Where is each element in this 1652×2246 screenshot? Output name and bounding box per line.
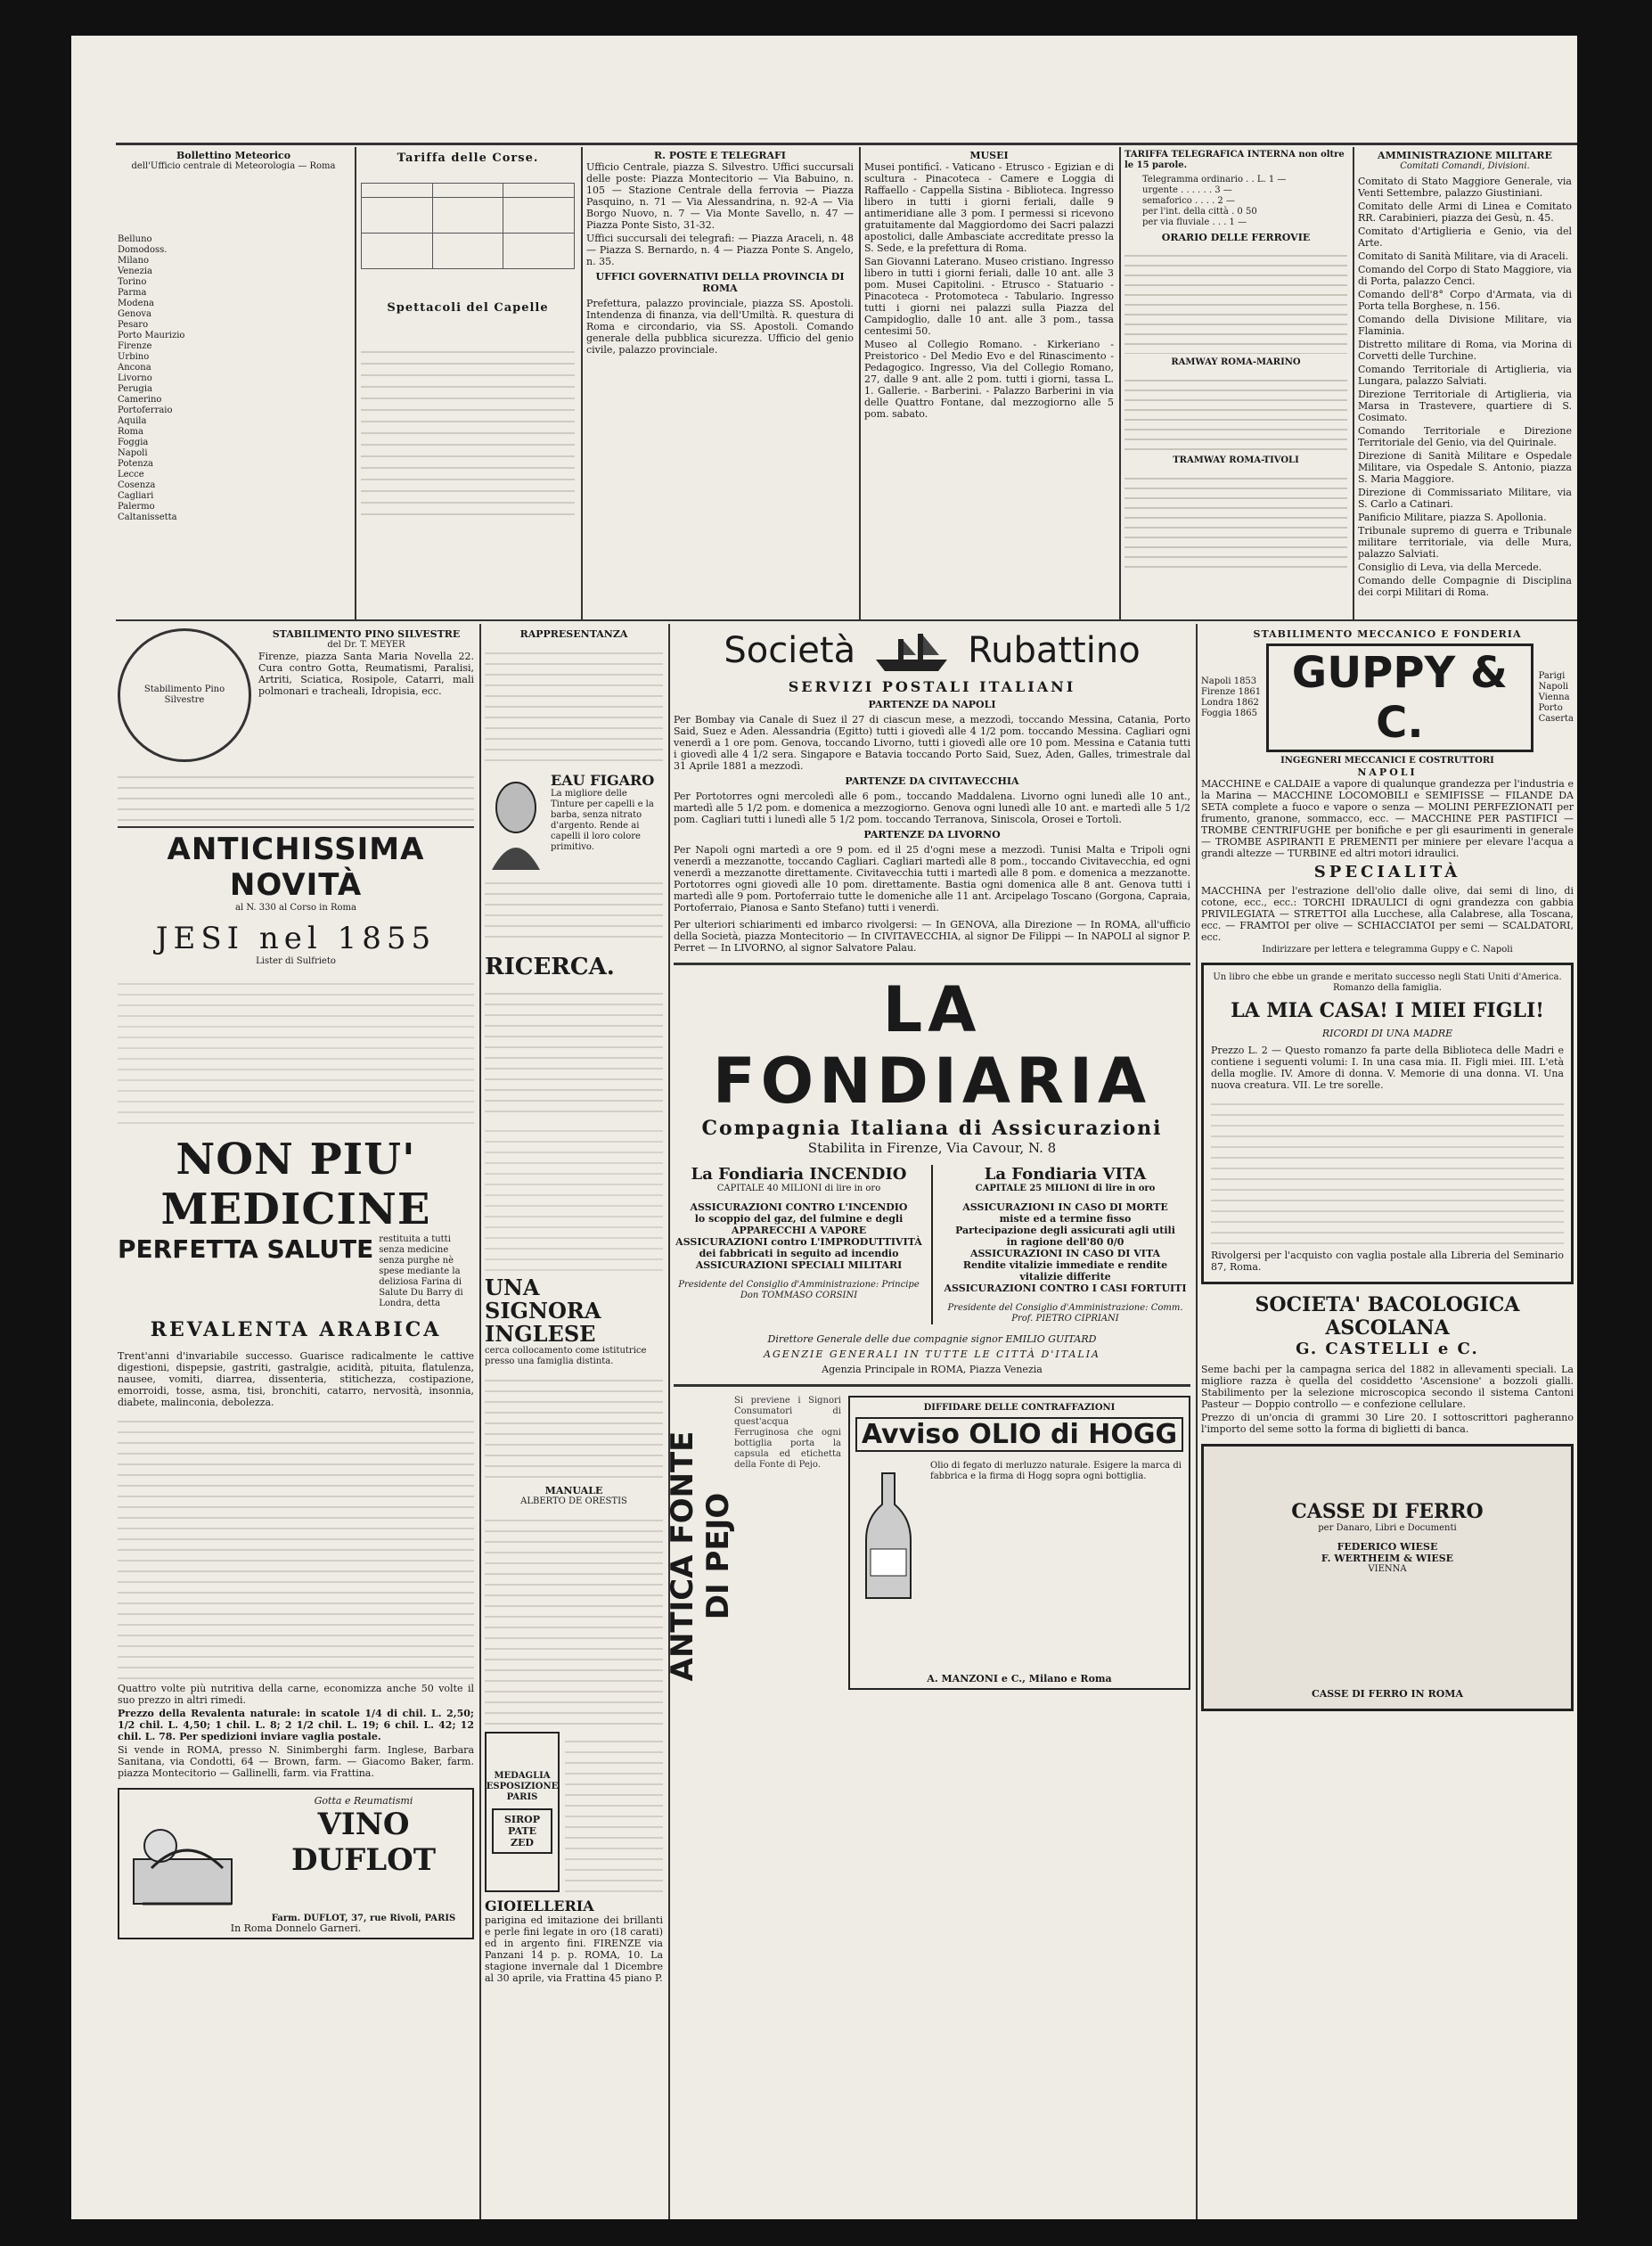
city-name: Roma xyxy=(118,427,143,437)
military-office: Comitato di Sanità Militare, via di Araceli. xyxy=(1358,250,1569,262)
signora-title: UNA SIGNORA INGLESE xyxy=(485,1275,601,1347)
divider xyxy=(1353,147,1354,619)
right-column xyxy=(1201,628,1574,2215)
fondiaria-director: Direttore Generale delle due compagnie signor EMILIO GUITARD xyxy=(767,1333,1097,1345)
bacologica-text-2: Prezzo di un'oncia di grammi 30 Lire 20. I sottoscrittori pagheranno l'importo del seme sotto la forma di biglietti di banca. xyxy=(1201,1412,1574,1435)
tramway-marino-timetable xyxy=(1125,372,1347,452)
bacologica-title: SOCIETA' BACOLOGICA ASCOLANA xyxy=(1255,1293,1520,1340)
incendio-item: dei fabbricati in seguito ad incendio xyxy=(699,1248,899,1259)
guppy-medal: Porto xyxy=(1538,703,1563,713)
military-office: Direzione di Sanità Militare e Ospedale Militare, via Ospedale S. Antonio, piazza S. Maria Maggiore. xyxy=(1358,450,1572,485)
guppy-medal: Foggia 1865 xyxy=(1201,709,1258,718)
vita-item: ASSICURAZIONI IN CASO DI MORTE xyxy=(962,1201,1168,1213)
vita-items xyxy=(940,1201,1190,1294)
city-name: Camerino xyxy=(118,395,162,405)
signora-text: cerca collocamento come istitutrice presso una famiglia distinta. xyxy=(485,1346,647,1366)
railway-title: ORARIO DELLE FERROVIE xyxy=(1161,232,1311,243)
incendio-capital: CAPITALE 40 MILIONI di lire in oro xyxy=(716,1184,881,1193)
telegraph-rate: per via fluviale . . . 1 — xyxy=(1142,217,1247,227)
signora-body xyxy=(485,1371,663,1478)
divider xyxy=(1196,624,1198,2219)
tariff-column xyxy=(361,150,575,613)
divider xyxy=(674,963,1190,965)
city-name: Torino xyxy=(118,277,147,287)
post-text-2: Uffici succursali dei telegrafi: — Piazza Araceli, n. 48 — Piazza S. Bernardo, n. 4 — Piazza Ponte S. Angelo, n. 35. xyxy=(586,233,854,267)
part-liv-text: Per Napoli ogni martedì a ore 9 pom. ed il 25 d'ogni mese a mezzodì. Tunisi Malta e Tripoli ogni venerdì a mezzanotte, toccando Cagliari. Cagliari martedì alle 8 pom., toccando Civitavecchia, ed ogni venerdì a mezzanotte direttamente. Civitavecchia tutti i martedì alle 8 pom. e domenica a mezzanotte. Portotorres ogni giovedì alle 10 pom. direttamente. Bastia ogni domenica alle 8 ant. Genova tutti i martedì alle 9 pom. Portoferraio tutte le domeniche alle 11 ant. Arcipelago Toscano (Gorgona, Capraia, Portoferraio, Pianosa e Santo Stefano) tutti i venerdì. xyxy=(674,844,1190,914)
city-name: Milano xyxy=(118,256,150,266)
city-name: Cosenza xyxy=(118,480,156,490)
guppy-medal: Firenze 1861 xyxy=(1201,687,1262,697)
city-name: Firenze xyxy=(118,341,152,351)
telegraph-rate: semaforico . . . . 2 — xyxy=(1142,196,1235,206)
manuale-author: ALBERTO DE ORESTIS xyxy=(520,1496,627,1506)
fondiaria-agencies: AGENZIE GENERALI IN TUTTE LE CITTÀ D'ITALIA xyxy=(764,1348,1100,1360)
vino-duflot: VINO DUFLOT xyxy=(290,1807,437,1878)
vita-item: ASSICURAZIONI CONTRO I CASI FORTUITI xyxy=(944,1283,1187,1294)
casse-sub: per Danaro, Libri e Documenti xyxy=(1318,1523,1457,1533)
guppy-title: GUPPY & C. xyxy=(1266,643,1533,752)
antichissima-headline: ANTICHISSIMA NOVITÀ xyxy=(167,832,425,903)
casse-title: CASSE DI FERRO xyxy=(1291,1500,1484,1523)
city-name: Cagliari xyxy=(118,491,154,501)
tariff-table xyxy=(361,183,575,269)
railway-column xyxy=(1125,150,1347,613)
guppy-medal: Caserta xyxy=(1538,714,1574,724)
museums-column xyxy=(864,150,1114,613)
rubattino-title-2: Rubattino xyxy=(968,630,1141,671)
pino-sub: del Dr. T. MEYER xyxy=(327,640,405,650)
divider xyxy=(118,826,474,828)
incendio-item: lo scoppio del gaz, del fulmine e degli APPARECCHI A VAPORE xyxy=(694,1213,904,1236)
guppy-medals-left xyxy=(1201,676,1261,719)
vino-roma: In Roma Donnelo Garneri. xyxy=(230,1922,362,1934)
revalenta-headline: REVALENTA ARABICA xyxy=(150,1318,442,1341)
ricerca-body xyxy=(485,984,663,1118)
rappresentanza-body xyxy=(485,643,663,768)
perfetta-salute: PERFETTA SALUTE xyxy=(118,1234,374,1264)
city-name: Domodoss. xyxy=(118,245,168,255)
city-name: Foggia xyxy=(118,438,149,447)
pino-silvestre-seal xyxy=(118,628,251,762)
libro-intro: Un libro che ebbe un grande e meritato successo negli Stati Uniti d'America. Romanzo della famiglia. xyxy=(1213,972,1562,993)
second-ads-column xyxy=(485,628,663,2215)
military-office: Comitato delle Armi di Linea e Comitato RR. Carabinieri, piazza dei Gesù, n. 45. xyxy=(1358,201,1572,224)
incendio-items xyxy=(674,1201,924,1271)
military-title: AMMINISTRAZIONE MILITARE xyxy=(1378,150,1552,161)
telegraph-rate: Telegramma ordinario . . L. 1 — xyxy=(1142,175,1287,184)
incendio-item: ASSICURAZIONI CONTRO L'INCENDIO xyxy=(690,1201,908,1213)
gioielleria-title: GIOIELLERIA xyxy=(485,1898,594,1914)
military-office: Direzione di Commissariato Militare, via S. Carlo a Catinari. xyxy=(1358,487,1572,510)
hogg-title: Avviso OLIO di HOGG xyxy=(855,1417,1183,1452)
guppy-sub: INGEGNERI MECCANICI E COSTRUTTORI xyxy=(1280,756,1494,766)
jesi-body xyxy=(118,974,474,1126)
incendio-title: La Fondiaria INCENDIO xyxy=(691,1165,907,1184)
museums-text-3: Museo al Collegio Romano. - Kirkeriano - Preistorico - Del Medio Evo e del Rinascimento - Pedagogico. Ingresso, Via del Collegio Romano, 27, dalle 9 ant. alle 2 pom. tutti i giorni, tassa L. 1. Gallerie. - Barberini. - Palazzo Barberini in via delle Quattro Fontane, dal mezzogiorno alle 5 pom. sabato. xyxy=(864,339,1114,420)
revalenta-sellers: Si vende in ROMA, presso N. Sinimberghi farm. Inglese, Barbara Sanitana, via Condotti, 64 — Brown, farm. — Giacomo Baker, farm. piazza Montecitorio — Gallinelli, farm. via Frattina. xyxy=(118,1744,474,1779)
bacologica-text: Seme bachi per la campagna serica del 1882 in allevamenti speciali. La migliore razza è quella del cosiddetto 'Ascensione' a bozzoli gialli. Stabilimento per la selezione microscopica secondo il sistema Cantoni Pasteur — Doppio controllo — e confezione cellulare. xyxy=(1201,1364,1574,1410)
bulletin-title: Bollettino Meteorico xyxy=(176,150,291,161)
city-name: Lecce xyxy=(118,470,144,480)
guppy-medal: Vienna xyxy=(1538,693,1570,702)
fonte-pejo-ad xyxy=(665,1396,736,1690)
guppy-text: MACCHINE e CALDAIE a vapore di qualunque grandezza per l'industria e la Marina — MACCHINE LOCOMOBILI e SEMIFISSE — FILANDE DA SETA complete a fuoco e vapore o senza — MOLINI PERFEZIONATI per frumento, granone, sommacco, ecc. — MACCHINE PER PASTIFICI — TROMBE CENTRIFUGHE per bonifiche e per gli esaurimenti in generale — TROMBE ASPIRANTI E PREMENTI per miniere per elevare l'acqua a grandi altezze — TURBINE ed altri motori idraulici. xyxy=(1201,778,1574,859)
military-office: Direzione Territoriale di Artiglieria, via Marsa in Trastevere, quartiere di S. Cosimato. xyxy=(1358,389,1572,423)
vino-address: Farm. DUFLOT, 37, rue Rivoli, PARIS xyxy=(271,1914,456,1923)
jesi-sub: Lister di Sulfrieto xyxy=(256,956,336,966)
libro-title: LA MIA CASA! I MIEI FIGLI! xyxy=(1231,999,1544,1022)
military-office: Comitato di Stato Maggiore Generale, via Venti Settembre, palazzo Giustiniani. xyxy=(1358,176,1572,199)
pino-text: Firenze, piazza Santa Maria Novella 22. Cura contro Gotta, Reumatismi, Paralisi, Artriti, Sciatica, Rosipole, Catarri, mali polmonari e tracheali, Idropisia, ecc. xyxy=(258,651,474,697)
bulletin-column xyxy=(118,150,349,595)
libro-ad xyxy=(1201,963,1574,1284)
city-name: Porto Maurizio xyxy=(118,331,185,340)
specialita-title: SPECIALITÀ xyxy=(1313,863,1461,881)
tariff-title: Tariffa delle Corse. xyxy=(397,152,539,165)
military-office: Panificio Militare, piazza S. Apollonia. xyxy=(1358,512,1547,523)
revalenta-testimonials xyxy=(118,1412,474,1679)
manuale-title: MANUALE xyxy=(544,1485,603,1496)
fondiaria-sub: Compagnia Italiana di Assicurazioni xyxy=(701,1117,1163,1140)
ship-icon xyxy=(871,628,952,673)
manuale-body xyxy=(485,1511,663,1725)
railway-timetable xyxy=(1125,247,1347,354)
medaglia-text: MEDAGLIA ESPOSIZIONE PARIS xyxy=(486,1770,559,1802)
casse-ad xyxy=(1201,1444,1574,1711)
guppy-medal: Parigi xyxy=(1538,671,1566,681)
city-name: Ancona xyxy=(118,363,151,373)
divider xyxy=(674,1384,1190,1387)
vita-item: Rendite vitalizie immediate e rendite vitalizie differite xyxy=(962,1259,1168,1283)
vita-item: Partecipazione degli assicurati agli utili xyxy=(955,1225,1175,1236)
vita-item: in ragione dell'80 0/0 xyxy=(1006,1236,1125,1248)
post-text: Ufficio Centrale, piazza S. Silvestro. Uffici succursali delle poste: Piazza Montecitorio — Via Babuino, n. 105 — Stazione Centrale della ferrovia — Piazza Pasquino, n. 71 — Via Alessandrina, n. 92-A — Via Borgo Nuovo, n. 7 — Via Monte Savello, n. 47 — Piazza Ponte Sisto, 31-32. xyxy=(586,161,854,231)
city-name: Aquila xyxy=(118,416,147,426)
perfetta-text: restituita a tutti senza medicine senza purghe nè spese mediante la deliziosa Farina di Salute Du Barry di Londra, detta xyxy=(379,1234,463,1308)
post-title: R. POSTE E TELEGRAFI xyxy=(654,150,786,161)
ricerca-title: RICERCA. xyxy=(485,954,615,980)
city-name: Portoferraio xyxy=(118,406,173,415)
antichissima-sub: al N. 330 al Corso in Roma xyxy=(234,903,356,913)
bacologica-sub: G. CASTELLI e C. xyxy=(1296,1340,1479,1358)
spectacles-title: Spettacoli del Capelle xyxy=(387,301,549,315)
revalenta-text-2: Quattro volte più nutritiva della carne, economizza anche 50 volte il suo prezzo in altri rimedi. xyxy=(118,1683,474,1706)
part-civ-title: PARTENZE DA CIVITAVECCHIA xyxy=(845,775,1019,787)
figaro-portrait xyxy=(485,772,547,870)
casse-name-2: F. WERTHEIM & WIESE xyxy=(1321,1553,1454,1564)
casse-name: FEDERICO WIESE xyxy=(1337,1541,1438,1553)
eau-figaro: EAU FIGARO xyxy=(551,772,655,789)
center-column xyxy=(665,628,1190,2215)
part-liv-title: PARTENZE DA LIVORNO xyxy=(863,829,1001,840)
guppy-medals-right xyxy=(1539,671,1574,725)
bottle-icon xyxy=(857,1469,920,1603)
left-ads-column xyxy=(118,628,474,2215)
vita-item: ASSICURAZIONI IN CASO DI VITA xyxy=(969,1248,1161,1259)
museums-text-2: San Giovanni Laterano. Museo cristiano. Ingresso libero in tutti i giorni feriali, dalle 10 ant. alle 3 pom. Musei Capitolini. - Etrusco - Statuario - Pinacoteca - Protomoteca - Tabulario. Ingresso tutti i giorni nei palazzi sulla Piazza del Campidoglio, dalle 10 ant. alle 3 pom., tassa centesimi 50. xyxy=(864,256,1114,337)
non-piu-medicine-headline: NON PIU' MEDICINE xyxy=(160,1135,431,1234)
telegraph-rate: per l'int. della città . 0 50 xyxy=(1142,207,1257,217)
museums-title: MUSEI xyxy=(969,150,1009,161)
fonte-title: ANTICA FONTE DI PEJO xyxy=(665,1430,736,1682)
post-text-3: Prefettura, palazzo provinciale, piazza SS. Apostoli. Intendenza di finanza, via dell'Umiltà. R. questura di Roma e circondario, via SS. Apostoli. Comando generale della pubblica sicurezza. Ufficio del genio civile, palazzo provinciale. xyxy=(586,298,854,356)
patient-illustration xyxy=(125,1797,249,1922)
divider xyxy=(581,147,583,619)
sirop-body xyxy=(565,1732,663,1892)
city-name: Pesaro xyxy=(118,320,149,330)
city-name: Urbino xyxy=(118,352,150,362)
post-subtitle: UFFICI GOVERNATIVI DELLA PROVINCIA DI ROMA xyxy=(595,271,845,294)
telegraph-title: TARIFFA TELEGRAFICA INTERNA non oltre le 15 parole. xyxy=(1125,150,1345,170)
vita-title: La Fondiaria VITA xyxy=(984,1165,1147,1184)
pino-title: STABILIMENTO PINO SILVESTRE xyxy=(272,628,461,640)
part-civ-text: Per Portotorres ogni mercoledì alle 6 pom., toccando Maddalena. Livorno ogni lunedì alle 10 ant., martedì alle 5 1/2 pom. e domenica a mezzogiorno. Genova ogni lunedì alle 10 ant. e martedì alle 5 1/2 pom. Cagliari tutti i lunedì alle 5 1/2 pom. toccando Terranova, Siniscola, Orosei e Tortolì. xyxy=(674,791,1190,825)
newspaper-page xyxy=(71,36,1577,2219)
vita-capital: CAPITALE 25 MILIONI di lire in oro xyxy=(975,1184,1156,1193)
hogg-head: DIFFIDARE DELLE CONTRAFFAZIONI xyxy=(923,1403,1116,1413)
incendio-item: ASSICURAZIONI contro L'IMPRODUTTIVITÀ xyxy=(675,1236,922,1248)
bulletin-subtitle: dell'Ufficio centrale di Meteorologia — Roma xyxy=(131,161,336,171)
city-name: Livorno xyxy=(118,373,152,383)
military-list xyxy=(1358,176,1572,598)
libro-chapters xyxy=(1211,1094,1564,1246)
fondiaria-roma: Agenzia Principale in ROMA, Piazza Venezia xyxy=(822,1364,1043,1375)
fondiaria-sub-2: Stabilita in Firenze, Via Cavour, N. 8 xyxy=(807,1140,1057,1156)
guppy-medal: Napoli xyxy=(1538,682,1569,692)
pino-body xyxy=(118,767,474,821)
vino-title: Gotta e Reumatismi xyxy=(314,1795,413,1807)
header-top-rule xyxy=(116,143,1577,145)
military-office: Distretto militare di Roma, via Morina di Corvetti delle Turchine. xyxy=(1358,339,1572,362)
city-name: Palermo xyxy=(118,502,155,512)
military-office: Tribunale supremo di guerra e Tribunale militare territoriale, via delle Mura, palazzo Salviati. xyxy=(1358,525,1572,560)
military-office: Comando delle Compagnie di Disciplina dei corpi Militari di Roma. xyxy=(1358,575,1572,598)
jesi-headline: JESI nel 1855 xyxy=(155,921,437,956)
museums-text: Musei pontificî. - Vaticano - Etrusco - Egizian e di scultura - Pinacoteca - Camere e Loggia di Raffaello - Cappella Sistina - Biblioteca. Ingresso libero in tutti i giorni feriali, dalle 9 antimeridiane alle 3 pom. I permessi si ricevono gratuitamente dal Maggiordomo dei Sacri palazzi apostolici, dalle Ambasciate accreditate presso la S. Sede, e la prefettura di Roma. xyxy=(864,161,1114,254)
hogg-text: Olio di fegato di merluzzo naturale. Esigere la marca di fabbrica e la firma di Hogg sopra ogni bottiglia. xyxy=(930,1461,1182,1481)
sirop-label: SIROP PATE ZED xyxy=(492,1808,552,1854)
divider xyxy=(859,147,861,619)
rubattino-title-1: Società xyxy=(724,630,856,671)
divider xyxy=(479,624,481,2219)
military-column xyxy=(1358,150,1572,613)
guppy-medal: Napoli 1853 xyxy=(1201,676,1257,686)
part-napoli-text: Per Bombay via Canale di Suez il 27 di ciascun mese, a mezzodì, toccando Messina, Catania, Porto Said, Suez e Aden. Alessandria (Egitto) tutti i giovedì alle 4 1/2 pom. toccando Messina. Cagliari ogni venerdì a 1 ore pom. Genova, toccando Livorno, tutti i giovedì alle ore 10 pom. Messina e Catania tutti i giovedì alle 4 1/2 sera. Singapore e Batavia toccando Porto Said, Suez, Aden, Galles, trimestrale dal 31 Aprile 1881 a mezzodì. xyxy=(674,714,1190,772)
city-name: Venezia xyxy=(118,266,153,276)
stabilimento-meccanico: STABILIMENTO MECCANICO E FONDERIA xyxy=(1253,628,1522,640)
military-subtitle: Comitati Comandi, Divisioni. xyxy=(1400,161,1530,171)
libro-footer: Rivolgersi per l'acquisto con vaglia postale alla Libreria del Seminario 87, Roma. xyxy=(1211,1250,1564,1273)
fonte-text: Si previene i Signori Consumatori di quest'acqua Ferruginosa che ogni bottiglia porta la capsula ed etichetta della Fonte di Pejo. xyxy=(734,1396,841,1470)
incendio-president: Presidente del Consiglio d'Amministrazione: Principe Don TOMMASO CORSINI xyxy=(678,1280,920,1300)
hogg-ad xyxy=(848,1396,1190,1690)
vino-duflot-ad xyxy=(118,1788,474,1939)
incendio-item: ASSICURAZIONI SPECIALI MILITARI xyxy=(695,1259,903,1271)
military-office: Consiglio di Leva, via della Mercede. xyxy=(1358,562,1542,573)
post-column xyxy=(586,150,854,613)
guppy-footer: Indirizzare per lettera e telegramma Guppy e C. Napoli xyxy=(1262,945,1513,955)
mid-listing xyxy=(485,1121,663,1273)
revalenta-text: Trent'anni d'invariabile successo. Guarisce radicalmente le cattive digestioni, dispepsie, gastriti, gastralgie, acidità, pituita, flatulenza, nausee, vomiti, diarrea, dissenteria, stitichezza, costipazione, emorroidi, tosse, asma, tisi, bronchiti, catarro, nervosità, insonnia, diabete, malinconia, debolezza. xyxy=(118,1350,474,1408)
casse-footer: CASSE DI FERRO IN ROMA xyxy=(1311,1688,1464,1700)
telegraph-rates xyxy=(1142,175,1347,228)
divider xyxy=(1119,147,1121,619)
seal-text: Stabilimento Pino Silvestre xyxy=(143,684,225,705)
telegraph-rate: urgente . . . . . . 3 — xyxy=(1142,185,1232,195)
city-name: Napoli xyxy=(118,448,148,458)
city-name: Modena xyxy=(118,299,154,308)
eau-text: La migliore delle Tinture per capelli e la barba, senza nitrato d'argento. Rende ai capelli il loro colore primitivo. xyxy=(551,789,654,852)
part-napoli-title: PARTENZE DA NAPOLI xyxy=(868,699,996,710)
incendio-section xyxy=(674,1165,933,1324)
sirop-bottle xyxy=(485,1732,560,1892)
vita-section xyxy=(933,1165,1190,1324)
vita-president: Presidente del Consiglio d'Amministrazione: Comm. Prof. PIETRO CIPRIANI xyxy=(947,1303,1183,1324)
libro-text: Prezzo L. 2 — Questo romanzo fa parte della Biblioteca delle Madri e contiene i seguenti volumi: I. In una casa mia. II. Figli miei. III. L'età della moglie. IV. Amore di donna. V. Memorie di una donna. VI. Una nuova creatura. VII. Le tre sorelle. xyxy=(1211,1045,1564,1091)
hogg-footer: A. MANZONI e C., Milano e Roma xyxy=(927,1673,1112,1684)
military-office: Comando della Divisione Militare, via Flaminia. xyxy=(1358,314,1572,337)
city-name: Belluno xyxy=(118,234,152,244)
military-office: Comando Territoriale e Direzione Territoriale del Genio, via del Quirinale. xyxy=(1358,425,1572,448)
city-name: Genova xyxy=(118,309,151,319)
servizi-title: SERVIZI POSTALI ITALIANI xyxy=(788,678,1076,695)
header-bottom-rule xyxy=(116,619,1577,621)
bulletin-city-list xyxy=(118,234,349,523)
tramway-tivoli-timetable xyxy=(1125,470,1347,568)
military-office: Comitato d'Artiglieria e Genio, via del Arte. xyxy=(1358,225,1572,249)
rubattino-info: Per ulteriori schiarimenti ed imbarco rivolgersi: — In GENOVA, alla Direzione — In ROMA, all'ufficio della Società, piazza Montecitorio — In CIVITAVECCHIA, al signor De Filippi — In NAPOLI al signor P. Perret — In LIVORNO, al signor Salvatore Palau. xyxy=(674,919,1190,954)
spectacles-list xyxy=(361,341,575,520)
vita-item: miste ed a termine fisso xyxy=(999,1213,1132,1225)
city-name: Caltanissetta xyxy=(118,512,177,522)
specialita-text: MACCHINA per l'estrazione dell'olio dalle olive, dai semi di lino, di cotone, ecc., ecc.: TORCHI IDRAULICI di ogni grandezza con gabbia PRIVILEGIATA — STRETTOI alla Lucchese, alla Calabrese, alla Toscana, ecc. — FRAMTOI per olive — SCHIACCIATOI per semi — SCALDATORI, ecc. xyxy=(1201,885,1574,943)
rappresentanza-title: RAPPRESENTANZA xyxy=(519,628,628,640)
city-name: Perugia xyxy=(118,384,152,394)
guppy-city: NAPOLI xyxy=(1357,766,1418,778)
casse-city: VIENNA xyxy=(1368,1564,1407,1574)
city-name: Parma xyxy=(118,288,147,298)
military-office: Comando Territoriale di Artiglieria, via Lungara, palazzo Salviati. xyxy=(1358,364,1572,387)
eau-body xyxy=(485,873,663,945)
gioielleria-text: parigina ed imitazione dei brillanti e perle fini legate in oro (18 carati) ed in argento fini. FIRENZE via Panzani 14 p. p. ROMA, 10. La stagione invernale dal 1 Dicembre al 30 aprile, via Frattina 45 piano P. xyxy=(485,1914,663,1984)
tramway-tivoli-title: TRAMWAY ROMA-TIVOLI xyxy=(1173,455,1299,465)
libro-subtitle: RICORDI DI UNA MADRE xyxy=(1321,1028,1453,1039)
military-office: Comando dell'8° Corpo d'Armata, via di Porta tella Borghese, n. 156. xyxy=(1358,289,1572,312)
military-office: Comando del Corpo di Stato Maggiore, via di Porta, palazzo Cenci. xyxy=(1358,264,1572,287)
tramway-marino-title: RAMWAY ROMA-MARINO xyxy=(1171,357,1301,367)
fondiaria-headline: LA FONDIARIA xyxy=(712,973,1152,1118)
guppy-medal: Londra 1862 xyxy=(1201,698,1259,708)
revalenta-prices: Prezzo della Revalenta naturale: in scatole 1/4 di chil. L. 2,50; 1/2 chil. L. 4,50; 1 chil. L. 8; 2 1/2 chil. L. 19; 6 chil. L. 42; 12 chil. L. 78. Per spedizioni inviare vaglia postale. xyxy=(118,1708,474,1742)
city-name: Potenza xyxy=(118,459,153,469)
divider xyxy=(355,147,356,619)
